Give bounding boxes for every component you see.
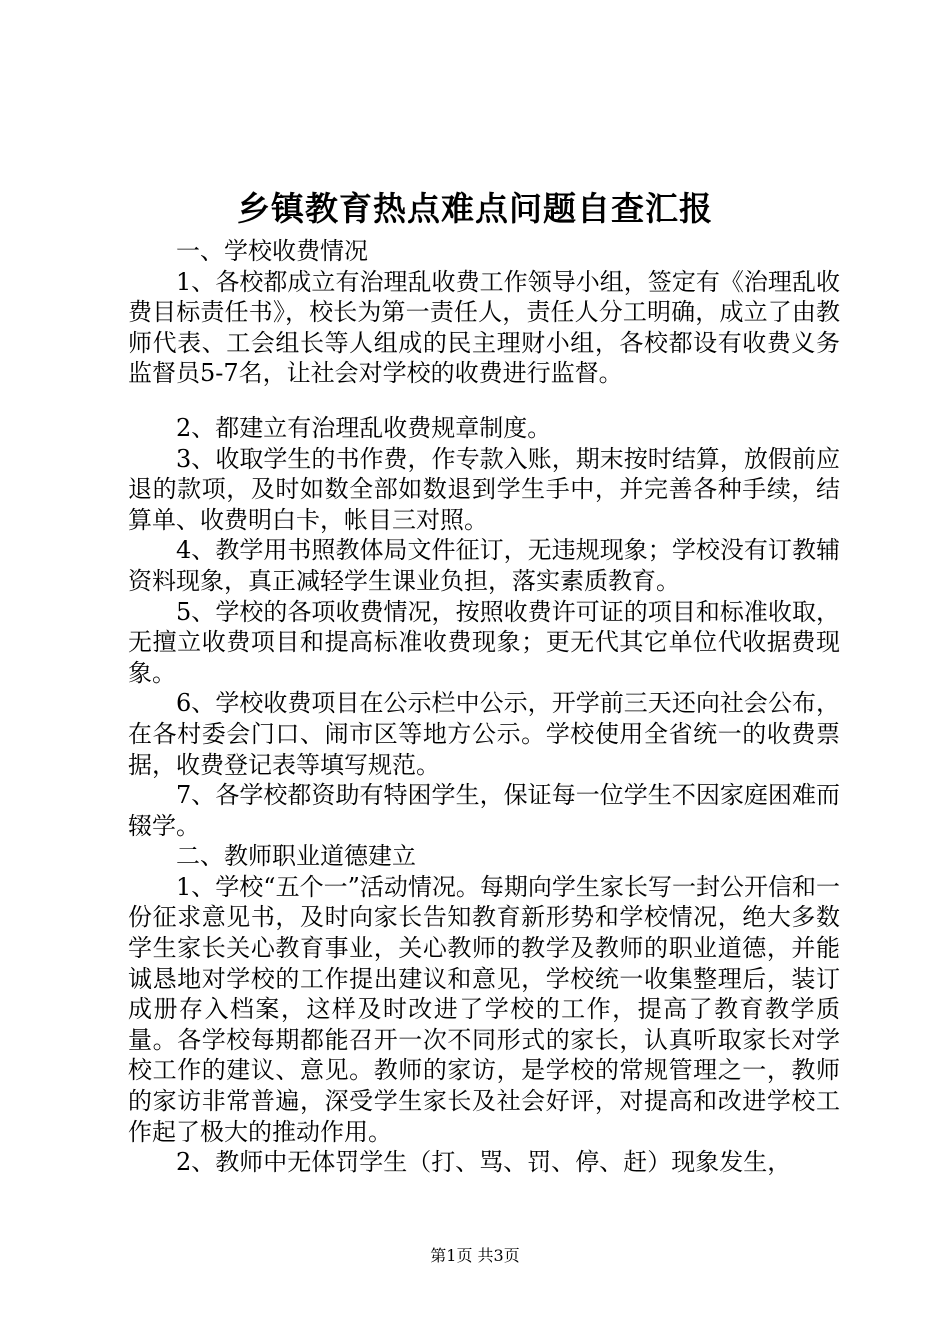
document-title: 乡镇教育热点难点问题自查汇报 [237, 189, 713, 228]
paragraph-fees-6: 6、学校收费项目在公示栏中公示，开学前三天还向社会公布，在各村委会门口、闹市区等地方公示。学校使用全省统一的收费票据，收费登记表等填写规范。 [128, 689, 840, 779]
paragraph-fees-1: 1、各校都成立有治理乱收费工作领导小组，签定有《治理乱收费目标责任书》，校长为第一责任人，责任人分工明确，成立了由教师代表、工会组长等人组成的民主理财小组，各校都设有收费义务监督员5-7名，让社会对学校的收费进行监督。 [128, 267, 840, 388]
paragraph-fees-7: 7、各学校都资助有特困学生，保证每一位学生不因家庭困难而辍学。 [128, 781, 840, 840]
paragraph-fees-2: 2、都建立有治理乱收费规章制度。 [176, 413, 552, 442]
paragraph-ethics-1: 1、学校“五个一”活动情况。每期向学生家长写一封公开信和一份征求意见书，及时向家长告知教育新形势和学校情况，绝大多数学生家长关心教育事业，关心教师的教学及教师的职业道德，并能诚恳地对学校的工作提出建议和意见，学校统一收集整理后，装订成册存入档案，这样及时改进了学校的工作，提高了教育教学质量。各学校每期都能召开一次不同形式的家长，认真听取家长对学校工作的建议、意见。教师的家访，是学校的常规管理之一，教师的家访非常普遍，深受学生家长及社会好评，对提高和改进学校工作起了极大的推动作用。 [128, 872, 840, 1146]
section-heading-fees: 一、学校收费情况 [176, 237, 368, 265]
paragraph-fees-3: 3、收取学生的书作费，作专款入账，期末按时结算，放假前应退的款项，及时如数全部如数退到学生手中，并完善各种手续，结算单、收费明白卡，帐目三对照。 [128, 444, 840, 534]
section-heading-ethics: 二、教师职业道德建立 [176, 842, 416, 871]
paragraph-fees-5: 5、学校的各项收费情况，按照收费许可证的项目和标准收取，无擅立收费项目和提高标准收费现象；更无代其它单位代收据费现象。 [128, 597, 840, 687]
document-body [128, 236, 840, 1178]
page-footer: 第1页 共3页 [430, 1246, 520, 1265]
paragraph-ethics-2: 2、教师中无体罚学生（打、骂、罚、停、赶）现象发生， [176, 1148, 792, 1177]
paragraph-fees-4: 4、教学用书照教体局文件征订，无违规现象；学校没有订教辅资料现象，真正减轻学生课业负担，落实素质教育。 [128, 536, 840, 595]
